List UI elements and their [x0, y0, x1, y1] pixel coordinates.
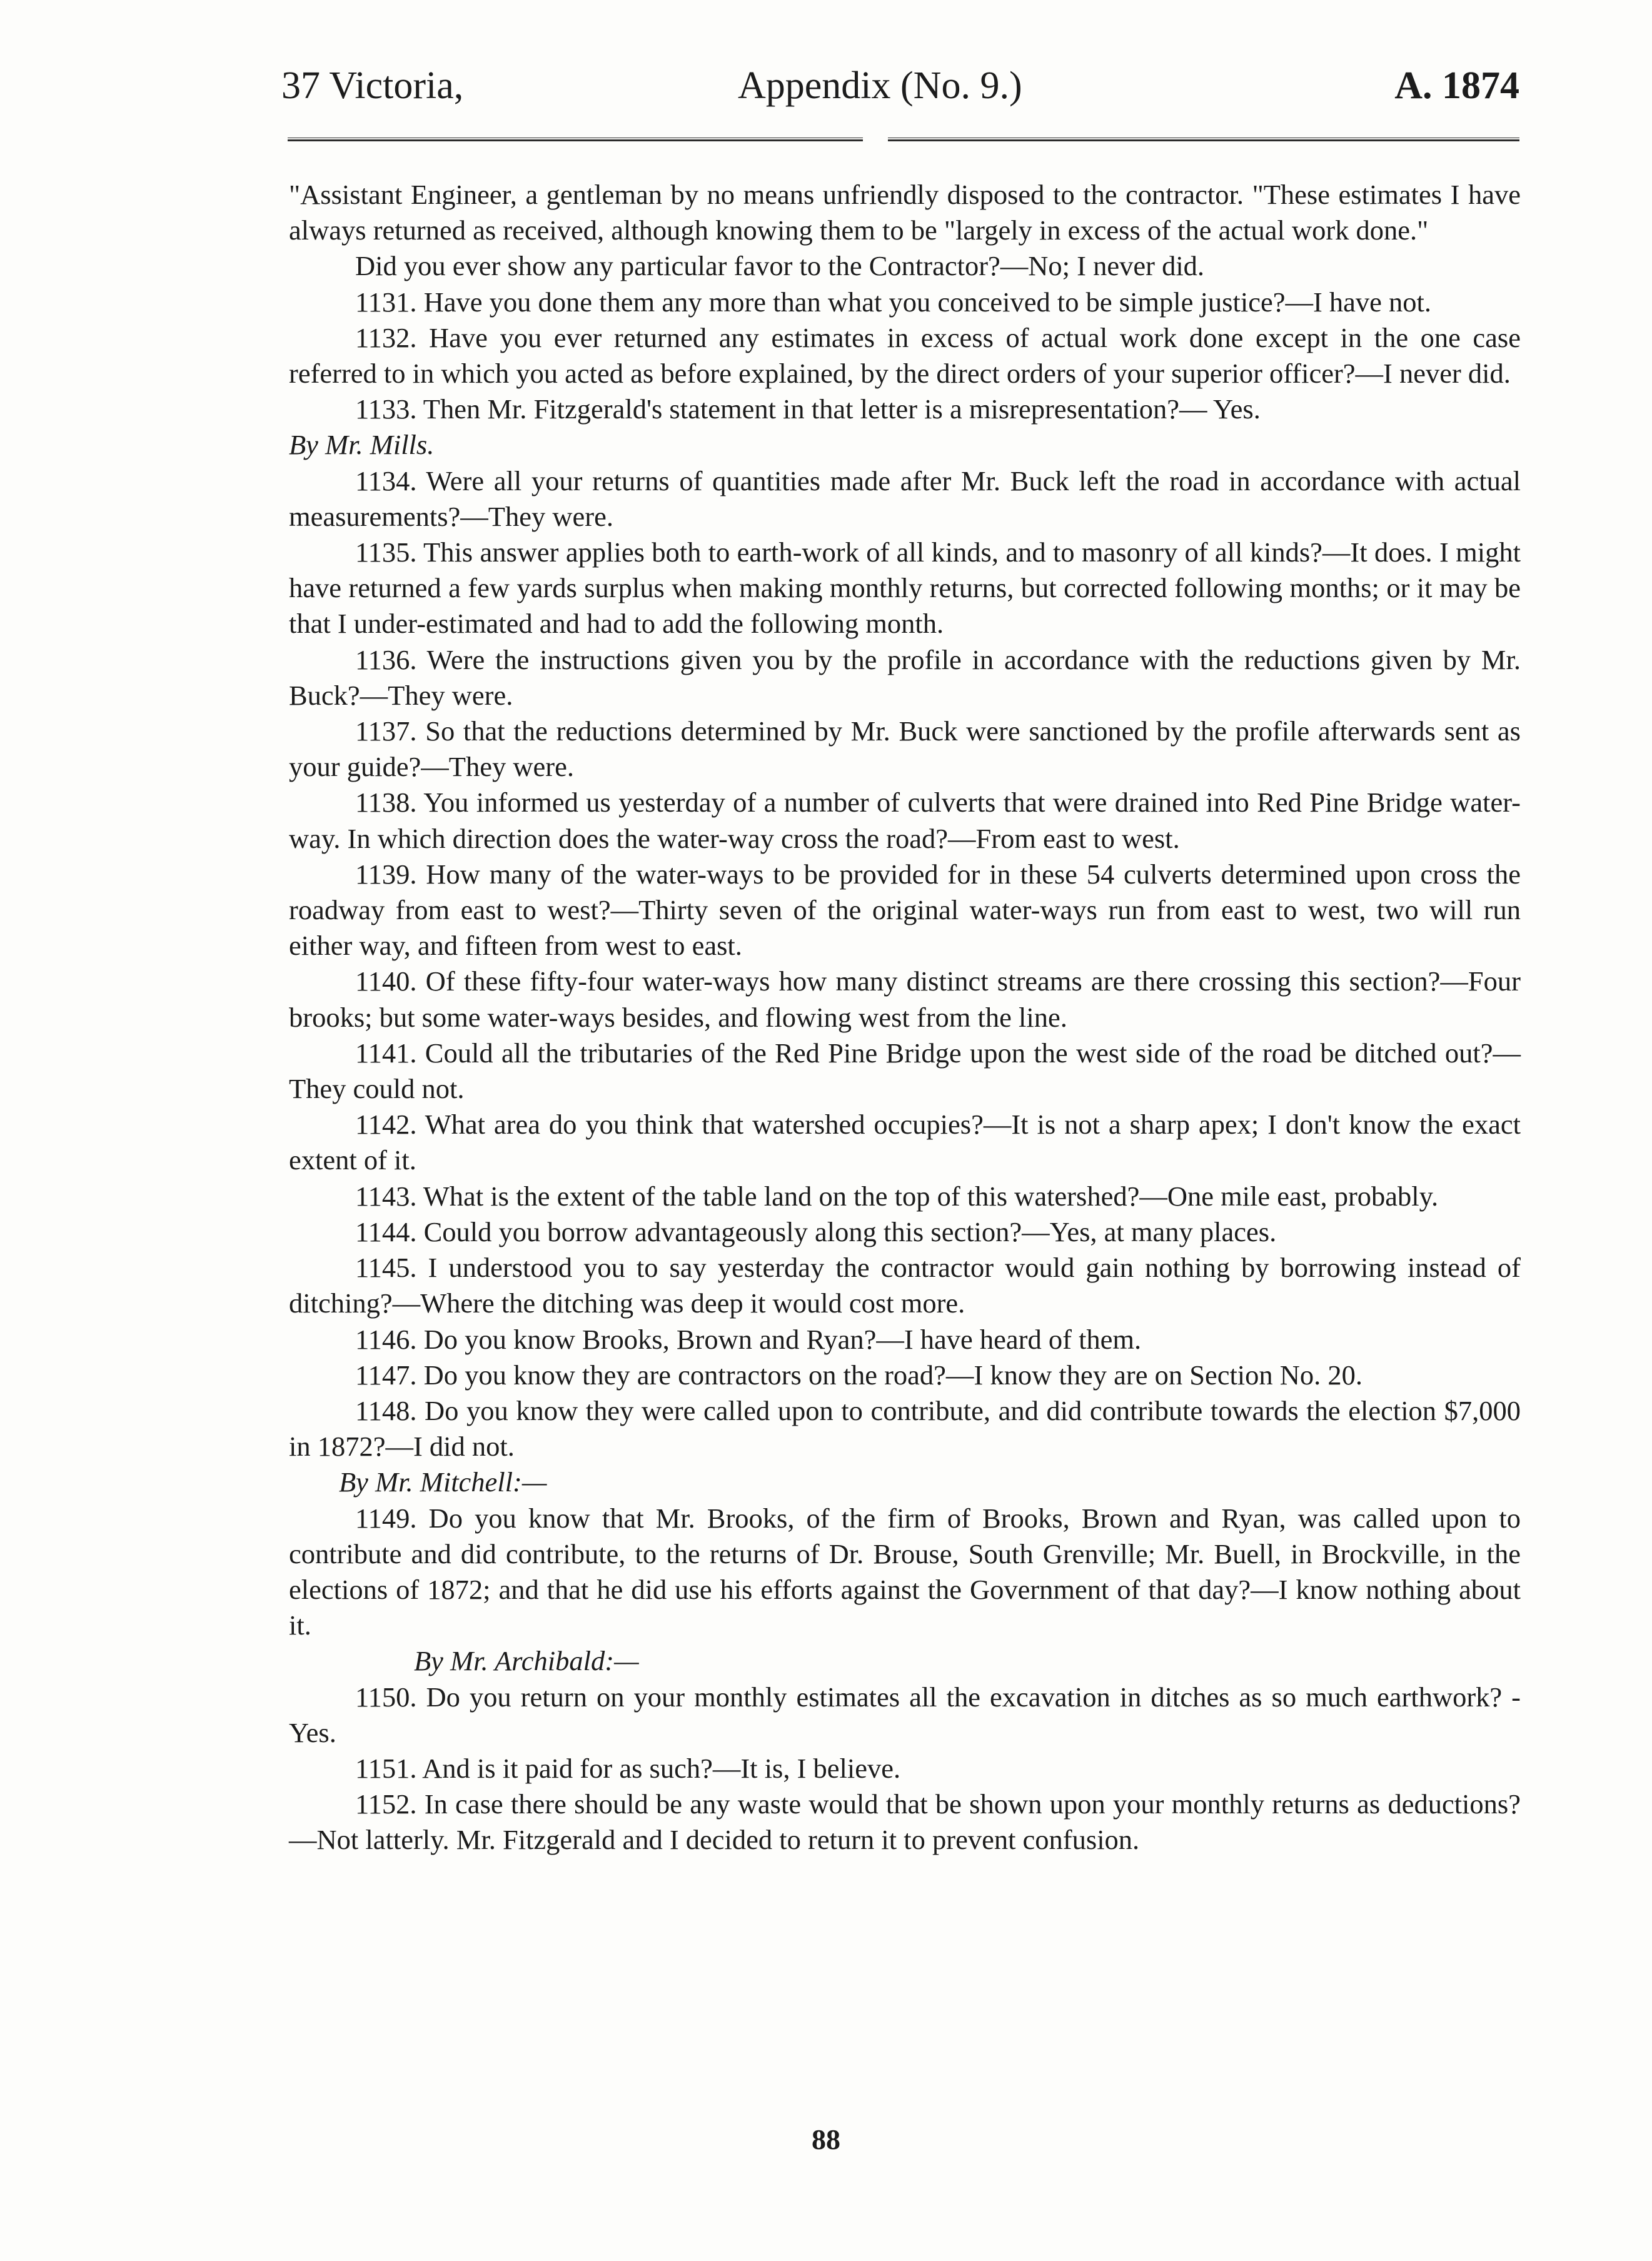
examiner-byline: By Mr. Mitchell:—: [339, 1466, 547, 1498]
examiner-byline: By Mr. Mills.: [289, 429, 435, 461]
testimony-paragraph: 1139. How many of the water-ways to be provided for in these 54 culverts determined upon cross the roadway from east to west?—Thirty seven of the original water-ways run from east to west, two will run either way, and fifteen from west to east.: [289, 858, 1521, 962]
testimony-paragraph: 1131. Have you done them any more than what you conceived to be simple justice?—I have not.: [355, 286, 1432, 318]
header-rules: [288, 138, 1519, 150]
testimony-paragraph: 1148. Do you know they were called upon to contribute, and did contribute towards the election $7,000 in 1872?—I did not.: [289, 1394, 1521, 1463]
testimony-paragraph: 1140. Of these fifty-four water-ways how many distinct streams are there crossing this section?—Four brooks; but some water-ways besides, and flowing west from the line.: [289, 965, 1521, 1033]
testimony-paragraph: 1145. I understood you to say yesterday the contractor would gain nothing by borrowing instead of ditching?—Where the ditching was deep it would cost more.: [289, 1252, 1521, 1319]
testimony-paragraph: Did you ever show any particular favor to the Contractor?—No; I never did.: [355, 250, 1205, 282]
testimony-paragraph: 1136. Were the instructions given you by the profile in accordance with the reductions given by Mr. Buck?—They were.: [289, 643, 1521, 711]
testimony-paragraph: "Assistant Engineer, a gentleman by no means unfriendly disposed to the contractor. "These estimates I have always returned as received, although knowing them to be "largely in excess of the actual work done.": [289, 179, 1521, 246]
testimony-paragraph: 1138. You informed us yesterday of a number of culverts that were drained into Red Pine Bridge water-way. In which direction does the water-way cross the road?—From east to west.: [289, 787, 1521, 854]
header-rule-left: [288, 138, 863, 141]
testimony-paragraph: 1144. Could you borrow advantageously along this section?—Yes, at many places.: [355, 1216, 1277, 1247]
page-number: 88: [812, 2123, 840, 2155]
testimony-paragraph: 1141. Could all the tributaries of the Red Pine Bridge upon the west side of the road be ditched out?— They could not.: [289, 1037, 1521, 1105]
testimony-paragraph: 1151. And is it paid for as such?—It is, I believe.: [355, 1752, 901, 1784]
header-appendix: Appendix (No. 9.): [738, 64, 1022, 107]
running-header: [281, 58, 1519, 114]
testimony-paragraph: 1146. Do you know Brooks, Brown and Ryan?—I have heard of them.: [355, 1323, 1142, 1355]
testimony-paragraph: 1149. Do you know that Mr. Brooks, of the firm of Brooks, Brown and Ryan, was called upon to contribute and did contribute, to the returns of Dr. Brouse, South Grenville; Mr. Buell, in Brockville, in the elections of 1872; and that he did use his efforts against the Government of that day?—I know nothing about it.: [289, 1502, 1521, 1641]
testimony-paragraph: 1135. This answer applies both to earth-work of all kinds, and to masonry of all kinds?—It does. I might have returned a few yards surplus when making monthly returns, but corrected following months; or it may be that I under-estimated and had to add the following month.: [289, 536, 1521, 640]
header-rule-right: [888, 138, 1519, 141]
testimony-paragraph: 1132. Have you ever returned any estimates in excess of actual work done except in the one case referred to in which you acted as before explained, by the direct orders of your superior officer?—I never did.: [289, 321, 1521, 390]
testimony-paragraph: 1143. What is the extent of the table land on the top of this watershed?—One mile east, probably.: [355, 1180, 1439, 1212]
testimony-paragraph: 1133. Then Mr. Fitzgerald's statement in that letter is a misrepresentation?— Yes.: [355, 393, 1261, 425]
header-year: A. 1874: [1394, 64, 1519, 107]
examiner-byline: By Mr. Archibald:—: [414, 1645, 639, 1677]
testimony-paragraph: 1150. Do you return on your monthly estimates all the excavation in ditches as so much earthwork? - Yes.: [289, 1681, 1521, 1748]
testimony-paragraph: 1142. What area do you think that watershed occupies?—It is not a sharp apex; I don't know the exact extent of it.: [289, 1109, 1521, 1176]
testimony-paragraph: 1147. Do you know they are contractors on the road?—I know they are on Section No. 20.: [355, 1359, 1363, 1391]
testimony-paragraph: 1134. Were all your returns of quantities made after Mr. Buck left the road in accordance with actual measurements?—They were.: [289, 465, 1521, 532]
testimony-paragraph: 1137. So that the reductions determined by Mr. Buck were sanctioned by the profile afterwards sent as your guide?—They were.: [289, 715, 1521, 783]
testimony-paragraph: 1152. In case there should be any waste would that be shown upon your monthly returns as deductions?—Not latterly. Mr. Fitzgerald and I decided to return it to prevent confusion.: [289, 1788, 1521, 1856]
testimony-text: [289, 177, 1521, 1858]
header-session: 37 Victoria,: [281, 64, 464, 107]
